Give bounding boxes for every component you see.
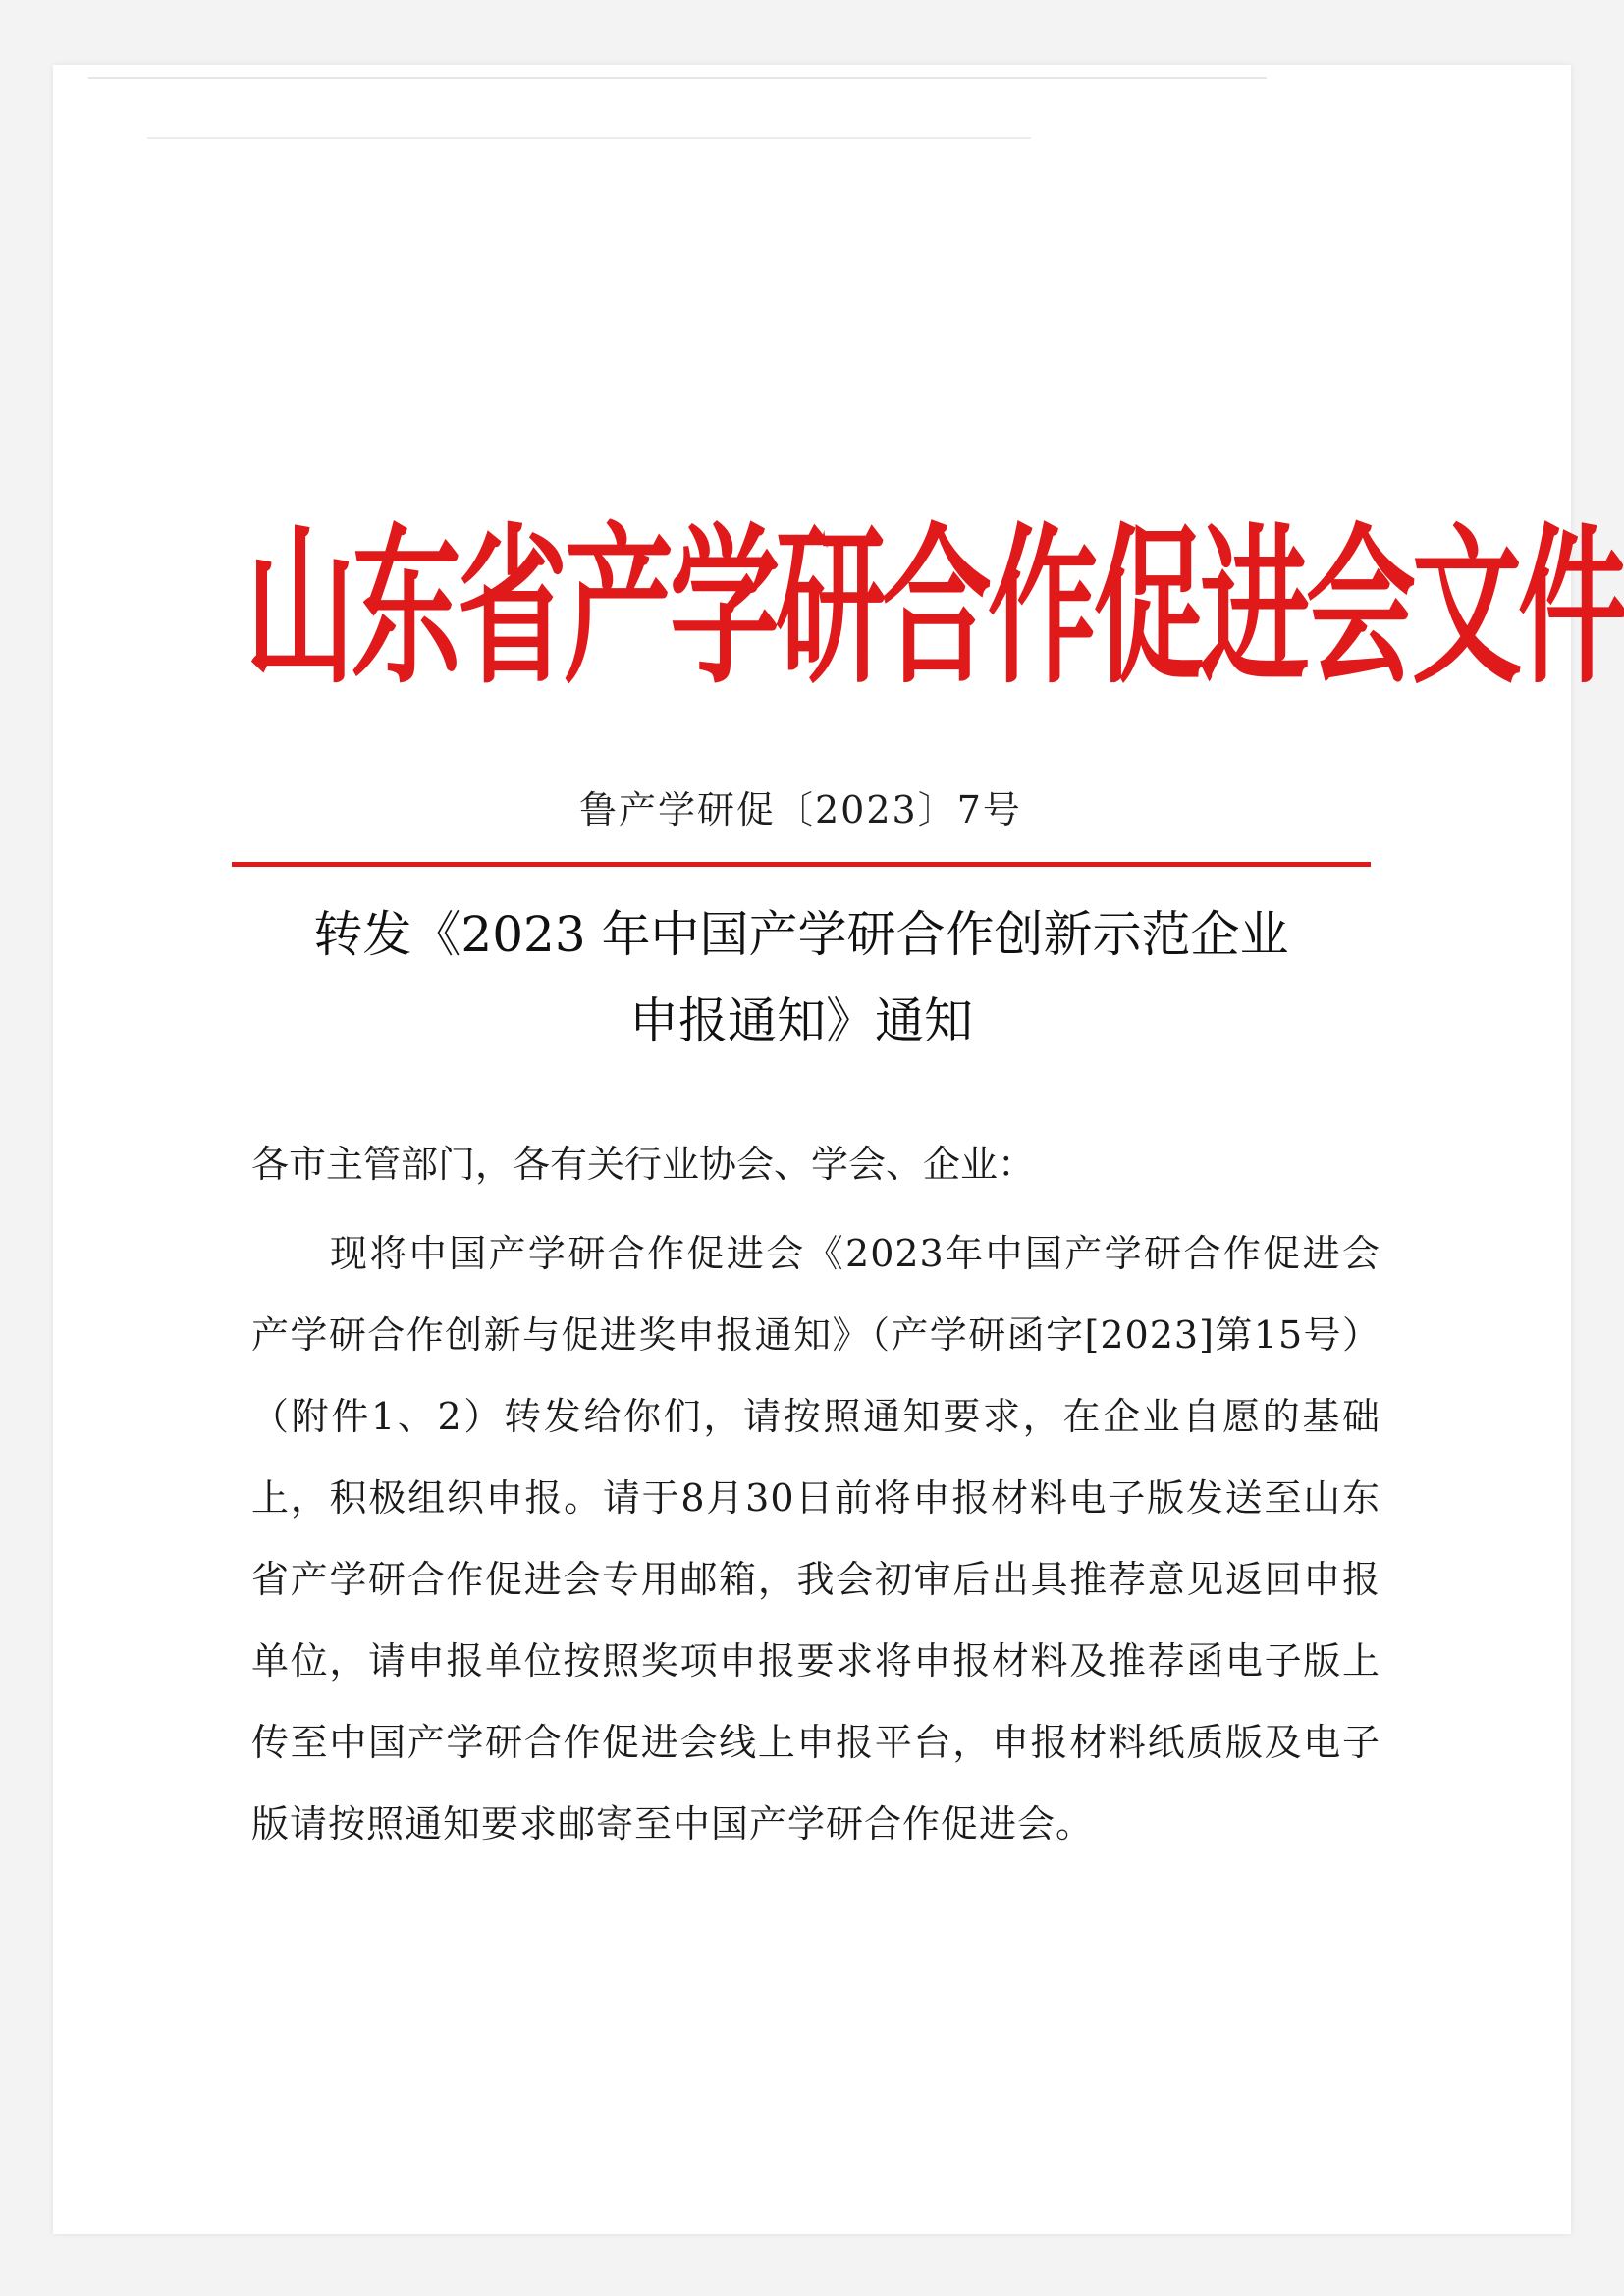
red-divider-line	[232, 862, 1371, 867]
document-number: 鲁产学研促〔2023〕7号	[579, 788, 1022, 831]
salutation: 各市主管部门，各有关行业协会、学会、企业：	[251, 1143, 1036, 1186]
scan-artifact-line	[88, 77, 1267, 79]
body-paragraph: 现将中国产学研合作促进会《2023年中国产学研合作促进会产学研合作创新与促进奖申报通知》（产学研函字[2023]第15号）（附件1、2）转发给你们，请按照通知要求，在企业自愿的基础上，积极组织申报。请于8月30日前将申报材料电子版发送至山东省产学研合作促进会专用邮箱，我会初审后出具推荐意见返回申报单位，请申报单位按照奖项申报要求将申报材料及推荐函电子版上传至中国产学研合作促进会线上申报平台，申报材料纸质版及电子版请按照通知要求邮寄至中国产学研合作促进会。	[251, 1232, 1380, 1845]
document-title-line-1: 转发《2023 年中国产学研合作创新示范企业	[313, 906, 1289, 963]
document-title-line-2: 申报通知》通知	[629, 992, 973, 1049]
scan-artifact-line	[147, 137, 1031, 139]
red-header-title: 山东省产学研合作促进会文件	[245, 509, 1624, 708]
document-title	[232, 891, 1371, 1064]
